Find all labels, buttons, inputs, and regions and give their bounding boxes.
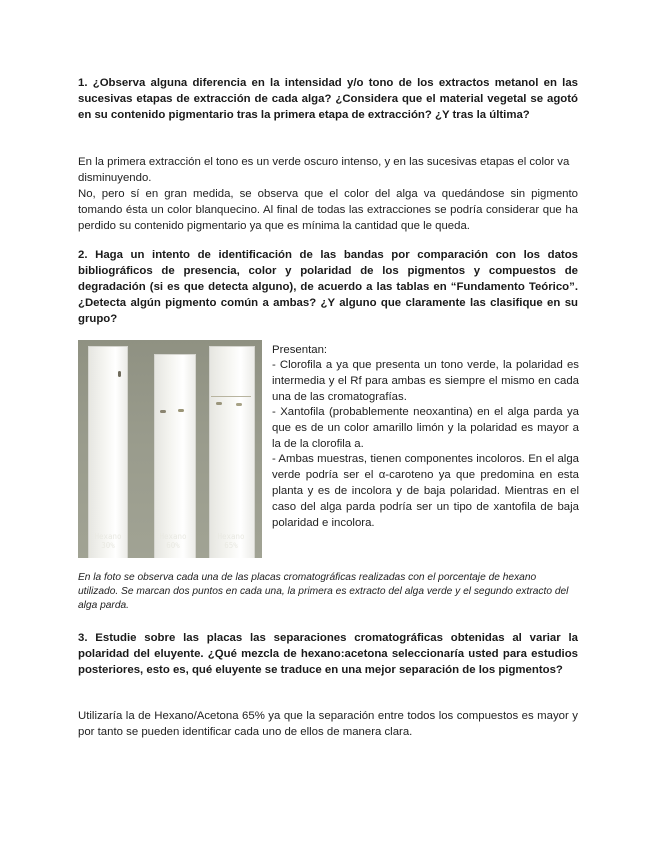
question-2-point-3: - Ambas muestras, tienen componentes incoloros. En el alga verde podría ser el α-caroteno ya que predomina en esta planta y es de incolora y de baja polaridad. Mientras en el caso del alga parda podría ser un tipo de xantofila de baja polaridad e incolora.	[272, 453, 579, 529]
photo-caption: En la foto se observa cada una de las placas cromatográficas realizadas con el porcentaje de hexano utilizado. Se marcan dos puntos en cada una, la primera es extracto del alga verde y el segundo extracto del alga parda.	[78, 572, 569, 611]
question-3-answer: Utilizaría la de Hexano/Acetona 65% ya que la separación entre todos los compuestos es mayor y por tanto se pueden identificar cada uno de ellos de manera clara.	[78, 710, 578, 738]
question-3-heading: 3. Estudie sobre las placas las separaciones cromatográficas obtenidas al variar la polaridad del eluyente. ¿Qué mezcla de hexano:acetona seleccionaría usted para estudios posteriores, esto es, qué eluyente se traduce en una mejor separación de los pigmentos?	[78, 632, 578, 676]
plate-30-mark	[118, 371, 121, 377]
plate-label-65: Hexano 65%	[217, 532, 245, 550]
plate-65	[209, 346, 255, 558]
question-2-intro: Presentan:	[272, 344, 328, 356]
plate-60-spot-green	[160, 410, 166, 413]
question-2-point-1: - Clorofila a ya que presenta un tono verde, la polaridad es intermedia y el Rf para ambas es siempre el mismo en cada una de las cromatografías.	[272, 359, 579, 403]
plate-60	[154, 354, 196, 558]
chromatography-plates-photo	[78, 340, 262, 558]
question-2-heading: 2. Haga un intento de identificación de las bandas por comparación con los datos bibliográficos de presencia, color y polaridad de los pigmentos y compuestos de degradación (si es que detecta alguno), de acuerdo a las tablas en “Fundamento Teórico”. ¿Detecta algún pigmento común a ambas? ¿Y alguno que claramente las clasifique en su grupo?	[78, 249, 578, 325]
plate-label-30: Hexano 30%	[94, 532, 122, 550]
plate-65-spot-brown	[236, 403, 242, 406]
plate-65-spot-green	[216, 402, 222, 405]
plate-label-60: Hexano 60%	[159, 532, 187, 550]
question-1-answer-2: No, pero sí en gran medida, se observa que el color del alga va quedándose sin pigmento tomando ésta un color blanquecino. Al final de todas las extracciones se podría considerar que ha perdido su contenido pigmentario ya que es mínima la cantidad que le queda.	[78, 188, 578, 232]
plate-30	[88, 346, 128, 558]
plate-60-spot-brown	[178, 409, 184, 412]
question-2-point-2: - Xantofila (probablemente neoxantina) en el alga parda ya que es de un color amarillo limón y la polaridad es mayor a la de la clorofila a.	[272, 406, 579, 450]
question-1-answer-1: En la primera extracción el tono es un verde oscuro intenso, y en las sucesivas etapas el color va disminuyendo.	[78, 156, 570, 184]
plate-65-front	[211, 396, 251, 397]
question-1-heading: 1. ¿Observa alguna diferencia en la intensidad y/o tono de los extractos metanol en las sucesivas etapas de extracción de cada alga? ¿Considera que el material vegetal se agotó en su contenido pigmentario tras la primera etapa de extracción? ¿Y tras la última?	[78, 77, 578, 121]
